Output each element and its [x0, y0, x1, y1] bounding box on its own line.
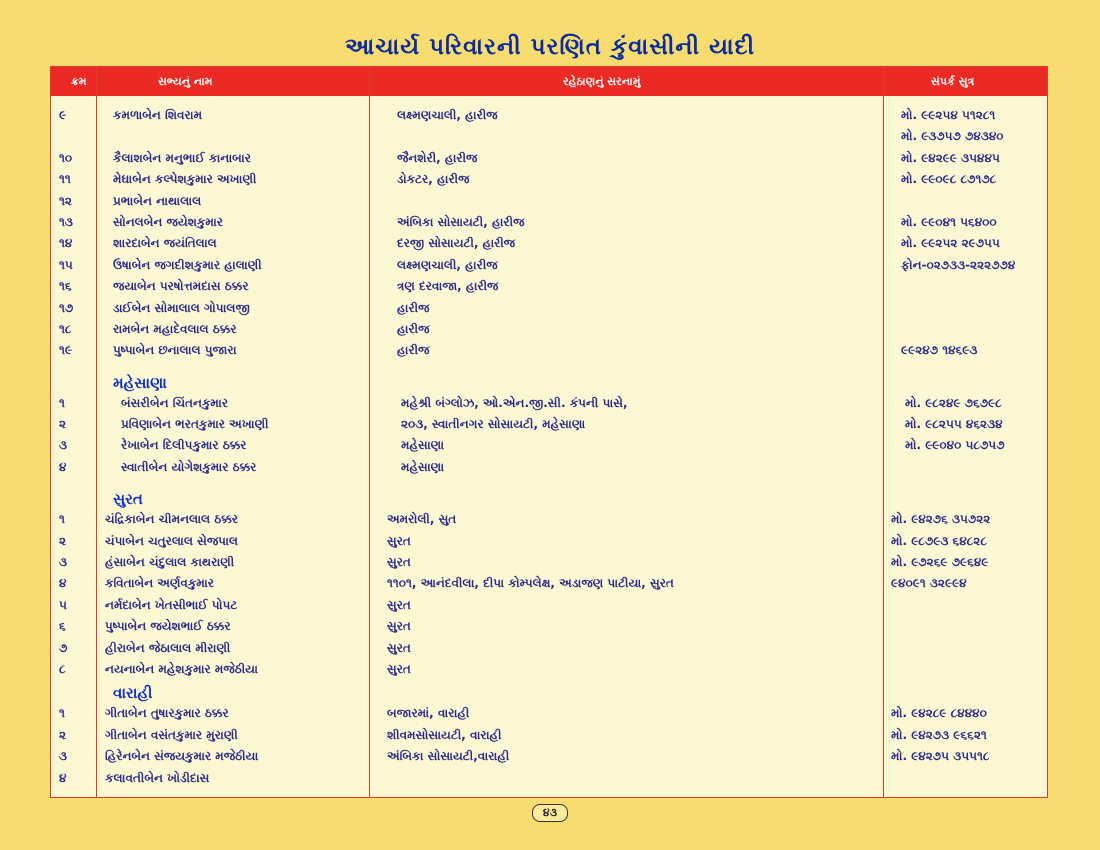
row-number: ૩: [59, 438, 67, 453]
section-label: વારાહી: [113, 684, 153, 703]
table-row: [51, 769, 1047, 790]
row-spacer: [51, 363, 1047, 371]
row-number: ૧૭: [59, 300, 74, 315]
table-row: [51, 436, 1047, 457]
table-row: [51, 106, 1047, 127]
member-name: શારદાબેન જયંતિલાલ: [113, 236, 217, 251]
member-phone: ૯૯૨૪૭ ૧૪૬૯૩: [901, 343, 978, 358]
row-number: ૧૬: [59, 279, 72, 294]
member-address: હારીજ: [397, 321, 430, 336]
table-row: [51, 639, 1047, 660]
table-row: [51, 553, 1047, 574]
row-number: ૧૪: [59, 236, 73, 251]
table-row: [51, 458, 1047, 479]
member-name: કૈલાશબેન મનુભાઈ કાનાબાર: [113, 150, 251, 165]
table-row: [51, 704, 1047, 725]
member-name: નયનાબેન મહેશકુમાર મજેઠીયા: [105, 661, 258, 676]
row-number: ૩: [59, 555, 67, 570]
member-address: સુરત: [387, 661, 411, 676]
table-row: [51, 256, 1047, 277]
member-name: પ્રવિણાબેન ભરતકુમાર અખાણી: [121, 417, 269, 432]
member-address: લક્ષ્મણચાલી, હારીજ: [397, 108, 498, 122]
section-heading: [51, 487, 1047, 510]
member-phone: ફોન-૦૨૭૩૩-૨૨૨૭૭૪: [901, 257, 1016, 272]
table-row: [51, 277, 1047, 298]
section-heading: [51, 681, 1047, 704]
member-phone: મો. ૯૯૦૯૮ ૮૭૧૭૮: [901, 172, 997, 187]
table-row: [51, 660, 1047, 681]
table-row: [51, 394, 1047, 415]
section-label: સુરત: [113, 490, 143, 509]
member-phone: મો. ૯૪૨૮૯ ૮૪૪૪૦: [891, 706, 987, 721]
row-number: ૧૫: [59, 257, 73, 272]
member-name: ચંપાબેન ચતુરલાલ સેજપાલ: [105, 533, 238, 548]
member-name: પુષ્પાબેન છનાલાલ પુજારા: [113, 343, 237, 358]
row-number: ૩: [59, 749, 67, 764]
member-phone: મો. ૯૮૭૯૩ ૬૪૮૨૮: [891, 533, 987, 548]
member-name: હીરાબેન જેઠાલાલ મીરાણી: [105, 640, 231, 655]
member-address: અંબિકા સોસાયટી,વારાહી: [387, 749, 510, 764]
member-address: મહેસાણા: [401, 459, 445, 474]
member-address: લક્ષ્મણચાલી, હારીજ: [397, 257, 498, 272]
row-spacer: [51, 479, 1047, 487]
member-name: ડાઈબેન સોમાલાલ ગોપાલજી: [113, 300, 250, 315]
members-table: [50, 66, 1048, 798]
member-name: રેખાબેન દિલીપકુમાર ઠક્કર: [121, 438, 247, 453]
member-address: ડોકટર, હારીજ: [397, 172, 470, 187]
member-name: સ્વાતીબેન યોગેશકુમાર ઠક્કર: [121, 459, 257, 474]
member-address: હારીજ: [397, 343, 430, 358]
header-contact: સંપર્ક સુત્ર: [931, 75, 975, 88]
member-phone: મો. ૯૭૨૬૯ ૭૯૬૪૯: [891, 555, 989, 570]
member-address: સુરત: [387, 533, 411, 548]
row-number: ૪: [59, 770, 67, 785]
member-address: સુરત: [387, 597, 411, 612]
header-no: ક્રમ: [71, 75, 87, 88]
row-number: ૧૮: [59, 321, 72, 336]
section-heading: [51, 371, 1047, 394]
table-row: [51, 617, 1047, 638]
member-name: પુષ્પાબેન જયેશભાઈ ઠક્કર: [105, 619, 231, 634]
member-phone: મો. ૯૪૨૭૩ ૯૬૬૨૧: [891, 727, 987, 742]
member-address: અમરોલી, સુત: [387, 512, 457, 527]
member-address: શીવમસોસાયટી, વારાહી: [387, 727, 502, 742]
member-name: રામબેન મહાદેવલાલ ઠક્કર: [113, 321, 237, 336]
row-number: ૪: [59, 459, 67, 474]
table-row: [51, 149, 1047, 170]
member-phone: મો. ૯૯૦૪૧ ૫૬૪૦૦: [901, 214, 997, 229]
member-name: ઉષાબેન જગદીશકુમાર હાલાણી: [113, 257, 262, 272]
table-row: [51, 213, 1047, 234]
table-row: [51, 341, 1047, 362]
member-address: મહેસાણા: [401, 438, 445, 453]
member-address: અંબિકા સોસાયટી, હારીજ: [397, 214, 525, 229]
row-number: ૧: [59, 512, 65, 527]
table-row: [51, 170, 1047, 191]
row-number: ૫: [59, 597, 67, 612]
table-body: [51, 106, 1047, 790]
member-name: જયાબેન પરષોત્તમદાસ ઠક્કર: [113, 279, 249, 294]
table-row: [51, 415, 1047, 436]
row-number: ૧૨: [59, 193, 72, 208]
table-row: [51, 596, 1047, 617]
member-address: સુરત: [387, 619, 411, 634]
row-number: ૬: [59, 619, 66, 634]
table-row: [51, 726, 1047, 747]
member-phone: મો. ૯૯૨૫૨ ૨૯૭૫૫: [901, 236, 1000, 251]
table-row: [51, 127, 1047, 148]
member-address: ૨૦૩, સ્વાતીનગર સોસાયટી, મહેસાણા: [401, 417, 586, 432]
member-address: દરજી સોસાયટી, હારીજ: [397, 236, 516, 251]
member-name: બંસરીબેન ચિંતનકુમાર: [121, 395, 229, 410]
member-phone: મો. ૯૪૨૯૯ ૩૫૪૪૫: [901, 150, 1000, 165]
member-name: મેઘાબેન કલ્પેશકુમાર અખાણી: [113, 172, 257, 187]
member-address: સુરત: [387, 640, 411, 655]
section-label: મહેસાણા: [113, 373, 167, 392]
member-phone: મો. ૯૩૭૫૭ ૭૪૩૪૦: [901, 129, 1004, 144]
member-phone: મો. ૯૯૨૫૪ ૫૧૨૮૧: [901, 108, 996, 122]
table-header: [51, 67, 1047, 96]
member-phone: મો. ૯૪૨૭૬ ૩૫૭૨૨: [891, 512, 991, 527]
member-name: કવિતાબેન અર્ણવકુમાર: [105, 576, 214, 591]
member-name: ચંદ્રિકાબેન ચીમનલાલ ઠક્કર: [105, 512, 239, 527]
row-number: ૮: [59, 661, 66, 676]
member-name: હંસાબેન ચંદુલાલ કાથરાણી: [105, 555, 235, 570]
header-address: રહેઠાણનું સરનામું: [563, 75, 641, 88]
member-name: નર્મદાબેન ખેતસીભાઈ પોપટ: [105, 597, 238, 612]
row-number: ૧૯: [59, 343, 72, 358]
page-number: ૪૩: [532, 804, 568, 822]
table-row: [51, 320, 1047, 341]
table-row: [51, 234, 1047, 255]
row-number: ૨: [59, 417, 67, 432]
member-address: જૈનશેરી, હારીજ: [397, 150, 478, 165]
table-row: [51, 299, 1047, 320]
member-phone: મો. ૯૮૨૪૯ ૭૬૭૯૮: [905, 395, 1002, 410]
member-name: પ્રભાબેન નાથાલાલ: [113, 193, 202, 208]
table-row: [51, 574, 1047, 595]
row-number: ૨: [59, 727, 67, 742]
member-address: ૧૧૦૧, આનંદવીલા, દીપા કોમ્પલેક્ષ, અડાજણ પાટીયા, સુરત: [387, 576, 674, 591]
member-address: સુરત: [387, 555, 411, 570]
member-name: ગીતાબેન તુષારકુમાર ઠક્કર: [105, 706, 229, 721]
row-number: ૨: [59, 533, 67, 548]
member-name: કમળાબેન શિવરામ: [113, 108, 203, 122]
row-number: ૧૦: [59, 150, 73, 165]
member-address: મહેશ્રી બંગ્લોઝ, ઓ.એન.જી.સી. કંપની પાસે,: [401, 395, 628, 410]
member-name: કલાવતીબેન ખોડીદાસ: [105, 770, 210, 785]
row-number: ૧૧: [59, 172, 71, 187]
member-address: હારીજ: [397, 300, 430, 315]
member-name: ગીતાબેન વસંતકુમાર મુરાણી: [105, 727, 238, 742]
row-number: ૧૩: [59, 214, 73, 229]
member-phone: ૯૪૦૯૧ ૩૨૯૯૪: [891, 576, 967, 591]
table-row: [51, 747, 1047, 768]
row-number: ૧: [59, 706, 65, 721]
member-name: સોનલબેન જયેશકુમાર: [113, 214, 224, 229]
table-row: [51, 532, 1047, 553]
table-row: [51, 192, 1047, 213]
row-number: ૪: [59, 576, 67, 591]
member-address: બજારમાં, વારાહી: [387, 706, 470, 721]
header-name: સભ્યનું નામ: [158, 75, 213, 88]
member-phone: મો. ૯૮૨૫૫ ૪૬૨૩૪: [905, 417, 1003, 432]
member-address: ત્રણ દરવાજા, હારીજ: [397, 279, 499, 294]
member-phone: મો. ૯૯૦૪૦ ૫૮૭૫૭: [905, 438, 1005, 453]
table-row: [51, 510, 1047, 531]
page-title: આચાર્ય પરિવારની પરણિત કુંવાસીની યાદી: [344, 34, 756, 60]
member-phone: મો. ૯૪૨૭૫ ૩૫૫૧૮: [891, 749, 990, 764]
row-number: ૭: [59, 640, 68, 655]
row-number: ૧: [59, 395, 65, 410]
row-number: ૯: [59, 108, 67, 122]
member-name: હિરેનબેન સંજયકુમાર મજેઠીયા: [105, 749, 259, 764]
